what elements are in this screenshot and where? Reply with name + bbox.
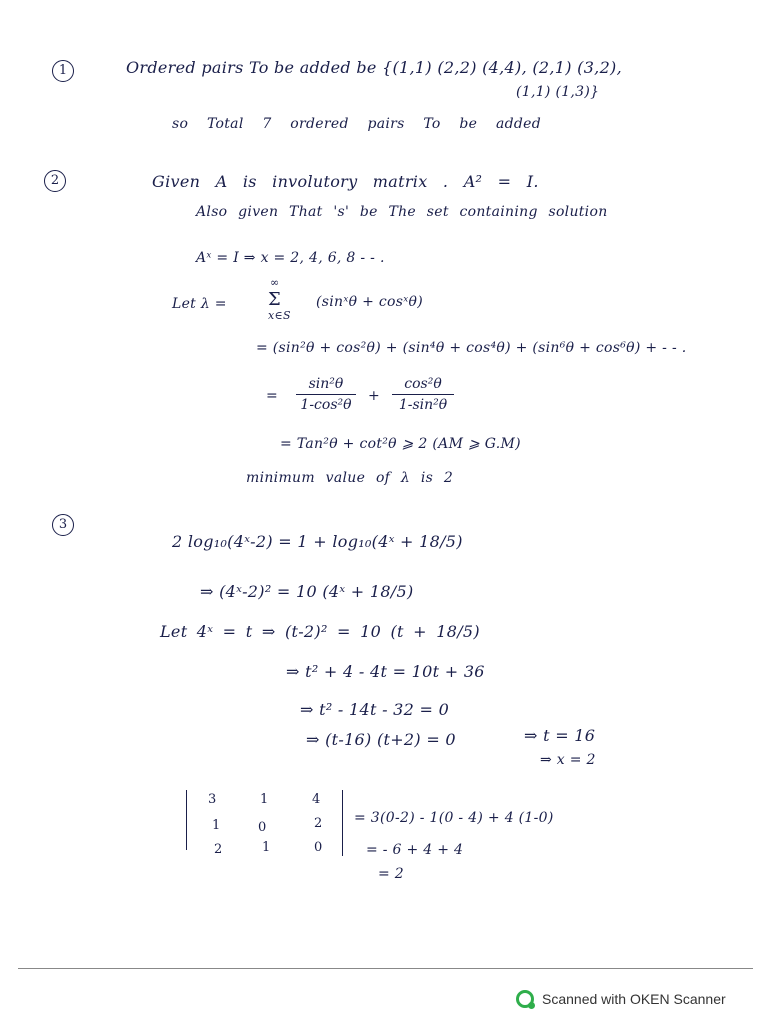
fraction-2-numerator: cos²θ	[404, 376, 442, 392]
sum-upper-limit: ∞	[270, 276, 280, 289]
determinant-left-bar	[186, 790, 187, 850]
fraction-1-bar	[296, 394, 356, 395]
determinant-expansion: = 3(0-2) - 1(0 - 4) + 4 (1-0)	[354, 810, 554, 826]
q3-line-7: ⇒ x = 2	[540, 752, 596, 768]
fraction-2-denominator: 1-sin²θ	[398, 397, 448, 413]
q1-line-3: so Total 7 ordered pairs To be added	[172, 116, 542, 132]
fraction-2	[392, 376, 454, 413]
q2-line-2: Also given That 's' be The set containing solution	[196, 204, 608, 220]
matrix-cell: 4	[312, 792, 321, 807]
fraction-2-bar	[392, 394, 454, 395]
q3-line-2: ⇒ (4ˣ-2)² = 10 (4ˣ + 18/5)	[200, 582, 414, 601]
question-3-number: 3	[52, 514, 74, 536]
q2-plus-sign: +	[368, 388, 381, 404]
fraction-1	[296, 376, 356, 413]
sum-symbol: Σ	[268, 289, 282, 310]
scanner-watermark	[516, 990, 726, 1008]
sum-expression: (sinˣθ + cosˣθ)	[316, 294, 423, 310]
matrix-cell: 1	[262, 840, 271, 855]
determinant-step: = - 6 + 4 + 4	[366, 842, 464, 858]
q1-line-2: (1,1) (1,3)}	[516, 84, 600, 100]
matrix-cell: 0	[314, 840, 323, 855]
q2-let-lambda: Let λ =	[172, 296, 227, 312]
matrix-cell: 0	[258, 820, 267, 835]
fraction-1-numerator: sin²θ	[308, 376, 344, 392]
q2-line-3: Aˣ = I ⇒ x = 2, 4, 6, 8 - - .	[196, 250, 385, 266]
matrix-cell: 2	[314, 816, 323, 831]
q3-line-6: ⇒ (t-16) (t+2) = 0	[306, 730, 456, 749]
q3-line-5: ⇒ t² - 14t - 32 = 0	[300, 700, 450, 719]
determinant-result: = 2	[378, 866, 404, 882]
q2-line-1: Given A is involutory matrix . A² = I.	[152, 172, 539, 191]
matrix-cell: 1	[260, 792, 269, 807]
scanner-text: Scanned with OKEN Scanner	[542, 991, 726, 1007]
question-2-number: 2	[44, 170, 66, 192]
matrix-cell: 3	[208, 792, 217, 807]
q2-eq-sign: =	[266, 388, 279, 404]
fraction-1-denominator: 1-cos²θ	[300, 397, 352, 413]
sum-lower-limit: x∈S	[268, 309, 291, 322]
q2-line-7: = Tan²θ + cot²θ ⩾ 2 (AM ⩾ G.M)	[280, 436, 521, 452]
scanner-logo-icon	[516, 990, 534, 1008]
question-1-number: 1	[52, 60, 74, 82]
q2-line-5: = (sin²θ + cos²θ) + (sin⁴θ + cos⁴θ) + (sin⁶θ + cos⁶θ) + - - .	[256, 340, 687, 356]
q2-line-8: minimum value of λ is 2	[246, 470, 454, 486]
q3-line-3: Let 4ˣ = t ⇒ (t-2)² = 10 (t + 18/5)	[160, 622, 480, 641]
matrix-cell: 1	[212, 818, 221, 833]
matrix-cell: 2	[214, 842, 223, 857]
q3-line-6b: ⇒ t = 16	[524, 726, 596, 745]
page-bottom-rule	[18, 968, 753, 969]
determinant-right-bar	[342, 790, 343, 856]
q3-line-1: 2 log₁₀(4ˣ-2) = 1 + log₁₀(4ˣ + 18/5)	[172, 532, 463, 551]
q3-line-4: ⇒ t² + 4 - 4t = 10t + 36	[286, 662, 485, 681]
q1-line-1: Ordered pairs To be added be {(1,1) (2,2) (4,4), (2,1) (3,2),	[126, 58, 622, 77]
